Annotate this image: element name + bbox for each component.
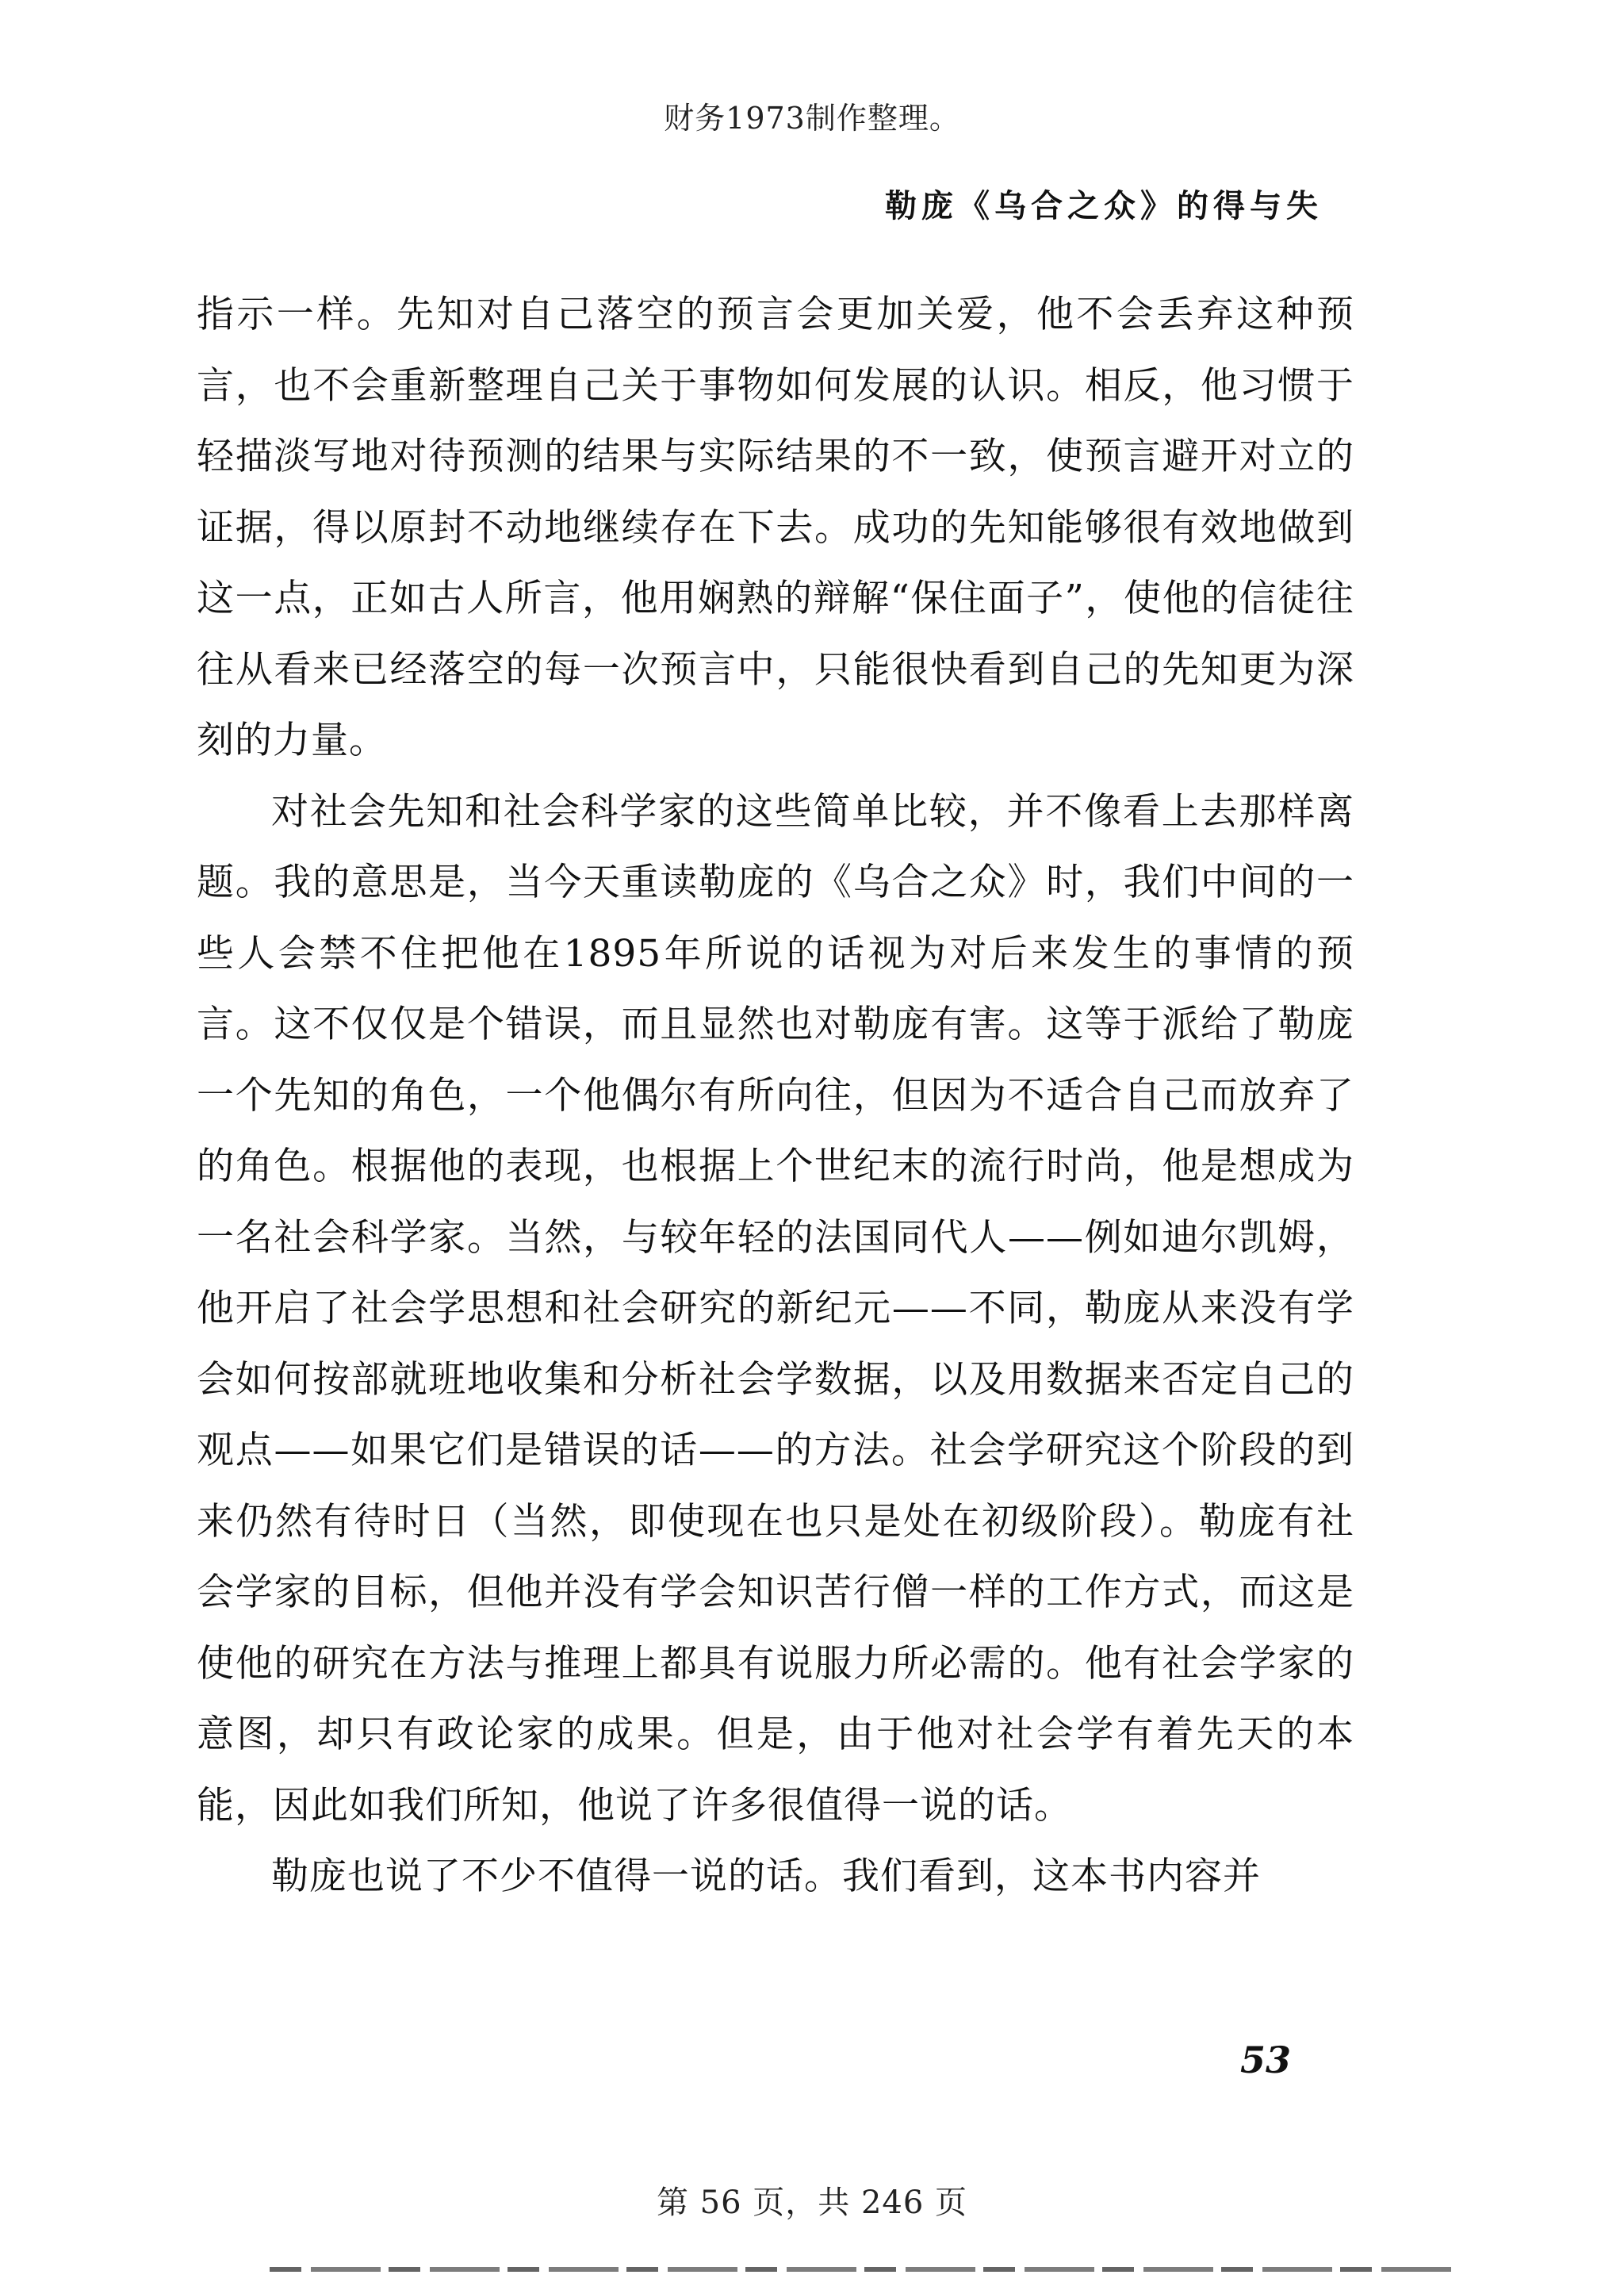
running-head: 勒庞《乌合之众》的得与失 xyxy=(885,187,1323,224)
paragraph: 指示一样。先知对自己落空的预言会更加关爱，他不会丢弃这种预言，也不会重新整理自己关于事物如何发展的认识。相反，他习惯于轻描淡写地对待预测的结果与实际结果的不一致，使预言避开对立的证据，得以原封不动地继续存在下去。成功的先知能够很有效地做到这一点，正如古人所言，他用娴熟的辩解“保住面子”，使他的信徒往往从看来已经落空的每一次预言中，只能很快看到自己的先知更为深刻的力量。 xyxy=(197,293,1354,762)
watermark-text: 财务1973制作整理。 xyxy=(664,101,960,136)
page-number: 53 xyxy=(1239,2039,1291,2081)
scan-artifact-line xyxy=(270,2267,1459,2272)
page-footer: 第 56 页，共 246 页 xyxy=(656,2185,968,2221)
body-text xyxy=(197,279,1354,1912)
paragraph: 勒庞也说了不少不值得一说的话。我们看到，这本书内容并 xyxy=(271,1855,1261,1898)
paragraph: 对社会先知和社会科学家的这些简单比较，并不像看上去那样离题。我的意思是，当今天重读勒庞的《乌合之众》时，我们中间的一些人会禁不住把他在1895年所说的话视为对后来发生的事情的预言。这不仅仅是个错误，而且显然也对勒庞有害。这等于派给了勒庞一个先知的角色，一个他偶尔有所向往，但因为不适合自己而放弃了的角色。根据他的表现，也根据上个世纪末的流行时尚，他是想成为一名社会科学家。当然，与较年轻的法国同代人——例如迪尔凯姆，他开启了社会学思想和社会研究的新纪元——不同，勒庞从来没有学会如何按部就班地收集和分析社会学数据，以及用数据来否定自己的观点——如果它们是错误的话——的方法。社会学研究这个阶段的到来仍然有待时日（当然，即使现在也只是处在初级阶段）。勒庞有社会学家的目标，但他并没有学会知识苦行僧一样的工作方式，而这是使他的研究在方法与推理上都具有说服力所必需的。他有社会学家的意图，却只有政论家的成果。但是，由于他对社会学有着先天的本能，因此如我们所知，他说了许多很值得一说的话。 xyxy=(197,789,1354,1828)
